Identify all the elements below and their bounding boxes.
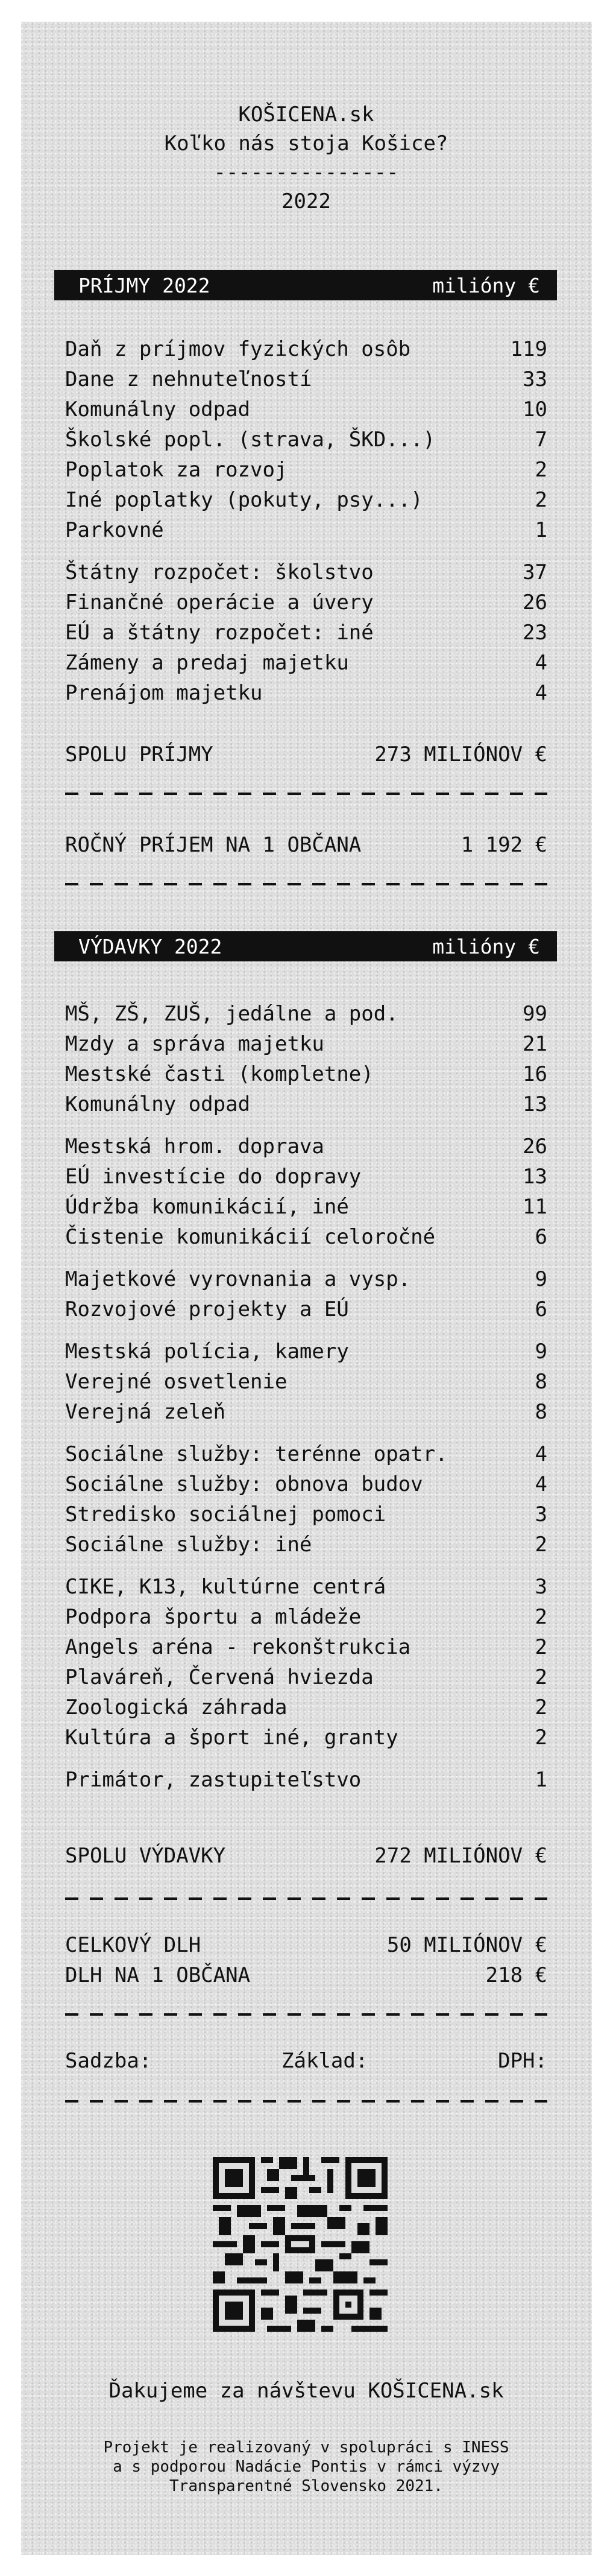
item-value: 8 — [535, 1400, 547, 1424]
line-item — [65, 1059, 547, 1089]
line-item — [65, 1662, 547, 1692]
income-header-bar — [54, 270, 557, 300]
tax-rate-label: Sadzba: — [65, 2049, 152, 2073]
line-item — [65, 1367, 547, 1397]
income-per-citizen — [65, 830, 547, 860]
item-value: 2 — [535, 1726, 547, 1750]
item-label: Sociálne služby: obnova budov — [65, 1472, 423, 1496]
item-label: Plaváreň, Červená hviezda — [65, 1665, 374, 1689]
footer-note-line: Transparentné Slovensko 2021. — [169, 2477, 443, 2495]
item-value: 11 — [523, 1195, 547, 1219]
item-label: Mestské časti (kompletne) — [65, 1062, 374, 1086]
item-value: 8 — [535, 1370, 547, 1394]
dashed-divider — [65, 2013, 547, 2016]
line-item — [65, 1439, 547, 1469]
item-label: Sociálne služby: iné — [65, 1533, 312, 1557]
total-value: 273 MILIÓNOV € — [374, 742, 547, 767]
item-value: 2 — [535, 458, 547, 482]
item-label: Iné poplatky (pokuty, psy...) — [65, 488, 423, 512]
line-item — [65, 1572, 547, 1602]
vat-label: DPH: — [498, 2049, 547, 2073]
footer-note-line: a s podporou Nadácie Pontis v rámci výzvy — [113, 2458, 500, 2476]
item-value: 9 — [535, 1267, 547, 1291]
per-citizen-value: 1 192 € — [461, 833, 547, 857]
item-value: 3 — [535, 1502, 547, 1527]
expenses-title: VÝDAVKY 2022 — [78, 934, 222, 958]
line-item — [65, 1765, 547, 1795]
line-item — [65, 1089, 547, 1119]
tagline: Koľko nás stoja Košice? — [164, 131, 448, 156]
item-label: Zámeny a predaj majetku — [65, 651, 349, 675]
expenses-unit: milióny € — [432, 934, 540, 958]
item-label: Podpora športu a mládeže — [65, 1605, 362, 1629]
item-label: Údržba komunikácií, iné — [65, 1195, 349, 1219]
item-value: 26 — [523, 590, 547, 615]
dashed-divider — [65, 2100, 547, 2103]
footer-note-line: Projekt je realizovaný v spolupráci s INESS — [103, 2438, 509, 2457]
brand-name: KOŠICENA.sk — [238, 103, 374, 127]
item-label: Sociálne služby: terénne opatr. — [65, 1442, 448, 1466]
header-divider: --------------- — [213, 160, 399, 185]
item-value: 9 — [535, 1340, 547, 1364]
line-item — [65, 1723, 547, 1753]
line-item — [65, 1294, 547, 1324]
item-label: Čistenie komunikácií celoročné — [65, 1225, 436, 1249]
debt-per-citizen-value: 218 € — [485, 1963, 547, 1987]
debt-per-citizen-label: DLH NA 1 OBČANA — [65, 1963, 251, 1987]
line-item — [65, 1029, 547, 1059]
item-label: Finančné operácie a úvery — [65, 590, 374, 615]
line-item — [65, 648, 547, 678]
item-value: 2 — [535, 488, 547, 512]
line-item — [65, 1162, 547, 1192]
item-label: EÚ investície do dopravy — [65, 1165, 362, 1189]
item-label: MŠ, ZŠ, ZUŠ, jedálne a pod. — [65, 1002, 398, 1026]
line-item — [65, 1499, 547, 1530]
line-item — [65, 1337, 547, 1367]
item-label: Primátor, zastupiteľstvo — [65, 1768, 362, 1792]
income-group — [65, 334, 547, 545]
income-total — [65, 739, 547, 770]
item-value: 2 — [535, 1635, 547, 1659]
income-title: PRÍJMY 2022 — [78, 273, 210, 297]
expenses-header-bar — [54, 931, 557, 961]
line-item — [65, 1602, 547, 1632]
dashed-divider — [65, 1897, 547, 1900]
item-label: Poplatok za rozvoj — [65, 458, 288, 482]
expenses-list — [65, 999, 547, 1795]
line-item — [65, 485, 547, 515]
item-value: 2 — [535, 1665, 547, 1689]
item-label: Mzdy a správa majetku — [65, 1032, 324, 1056]
footer-note — [65, 2438, 547, 2496]
thanks-text: Ďakujeme za návštevu KOŠICENA.sk — [108, 2379, 504, 2403]
item-label: Prenájom majetku — [65, 681, 263, 705]
item-value: 4 — [535, 1472, 547, 1496]
expense-group — [65, 999, 547, 1119]
line-item — [65, 678, 547, 708]
item-value: 21 — [523, 1032, 547, 1056]
line-item — [65, 425, 547, 455]
line-item — [65, 334, 547, 364]
receipt-header — [65, 100, 547, 216]
dashed-divider — [65, 793, 547, 795]
total-label: SPOLU VÝDAVKY — [65, 1844, 226, 1868]
qr-code — [213, 2157, 388, 2332]
year: 2022 — [281, 189, 331, 214]
item-value: 13 — [523, 1165, 547, 1189]
item-value: 2 — [535, 1533, 547, 1557]
expense-group — [65, 1765, 547, 1795]
item-label: CIKE, K13, kultúrne centrá — [65, 1575, 386, 1599]
expense-group — [65, 1439, 547, 1560]
item-label: Angels aréna - rekonštrukcia — [65, 1635, 411, 1659]
expense-group — [65, 1572, 547, 1753]
item-value: 3 — [535, 1575, 547, 1599]
item-value: 119 — [510, 337, 547, 361]
line-item — [65, 587, 547, 618]
line-item — [65, 1397, 547, 1427]
tax-line — [65, 2046, 547, 2076]
line-item — [65, 1469, 547, 1499]
item-value: 4 — [535, 681, 547, 705]
dashed-divider — [65, 883, 547, 885]
item-label: Stredisko sociálnej pomoci — [65, 1502, 386, 1527]
thanks-line — [65, 2376, 547, 2405]
item-value: 1 — [535, 518, 547, 542]
debt-total-label: CELKOVÝ DLH — [65, 1933, 201, 1957]
item-label: Rozvojové projekty a EÚ — [65, 1297, 349, 1321]
item-value: 16 — [523, 1062, 547, 1086]
expense-group — [65, 1264, 547, 1324]
line-item — [65, 1264, 547, 1294]
line-item — [65, 515, 547, 545]
debt-total-value: 50 MILIÓNOV € — [386, 1933, 547, 1957]
item-value: 33 — [523, 367, 547, 391]
item-label: Verejné osvetlenie — [65, 1370, 288, 1394]
item-label: Mestská hrom. doprava — [65, 1135, 324, 1159]
item-value: 7 — [535, 428, 547, 452]
debt-section — [65, 1930, 547, 1990]
item-label: Dane z nehnuteľností — [65, 367, 312, 391]
expense-group — [65, 1131, 547, 1252]
item-label: Parkovné — [65, 518, 164, 542]
income-list — [65, 334, 547, 708]
item-value: 23 — [523, 621, 547, 645]
line-item — [65, 394, 547, 425]
receipt — [21, 22, 592, 2555]
item-value: 10 — [523, 397, 547, 422]
item-value: 2 — [535, 1695, 547, 1720]
item-value: 1 — [535, 1768, 547, 1792]
item-value: 13 — [523, 1092, 547, 1116]
item-value: 37 — [523, 560, 547, 584]
per-citizen-label: ROČNÝ PRÍJEM NA 1 OBČANA — [65, 833, 362, 857]
line-item — [65, 364, 547, 394]
line-item — [65, 1692, 547, 1723]
item-label: Majetkové vyrovnania a vysp. — [65, 1267, 411, 1291]
item-value: 4 — [535, 651, 547, 675]
expense-group — [65, 1337, 547, 1427]
item-label: Verejná zeleň — [65, 1400, 226, 1424]
item-value: 99 — [523, 1002, 547, 1026]
item-label: Daň z príjmov fyzických osôb — [65, 337, 411, 361]
item-value: 4 — [535, 1442, 547, 1466]
line-item — [65, 618, 547, 648]
income-group — [65, 557, 547, 708]
item-value: 6 — [535, 1297, 547, 1321]
tax-base-label: Základ: — [281, 2049, 368, 2073]
item-value: 6 — [535, 1225, 547, 1249]
line-item — [65, 1222, 547, 1252]
item-label: Komunálny odpad — [65, 1092, 251, 1116]
item-label: Školské popl. (strava, ŠKD...) — [65, 428, 436, 452]
item-label: Kultúra a šport iné, granty — [65, 1726, 398, 1750]
item-value: 26 — [523, 1135, 547, 1159]
item-label: Štátny rozpočet: školstvo — [65, 560, 374, 584]
line-item — [65, 999, 547, 1029]
line-item — [65, 557, 547, 587]
line-item — [65, 455, 547, 485]
item-label: Mestská polícia, kamery — [65, 1340, 349, 1364]
line-item — [65, 1192, 547, 1222]
income-unit: milióny € — [432, 273, 540, 297]
total-label: SPOLU PRÍJMY — [65, 742, 213, 767]
item-value: 2 — [535, 1605, 547, 1629]
line-item — [65, 1530, 547, 1560]
line-item — [65, 1632, 547, 1662]
item-label: Komunálny odpad — [65, 397, 251, 422]
line-item — [65, 1131, 547, 1162]
item-label: Zoologická záhrada — [65, 1695, 288, 1720]
item-label: EÚ a štátny rozpočet: iné — [65, 621, 374, 645]
expenses-total — [65, 1841, 547, 1871]
total-value: 272 MILIÓNOV € — [374, 1844, 547, 1868]
